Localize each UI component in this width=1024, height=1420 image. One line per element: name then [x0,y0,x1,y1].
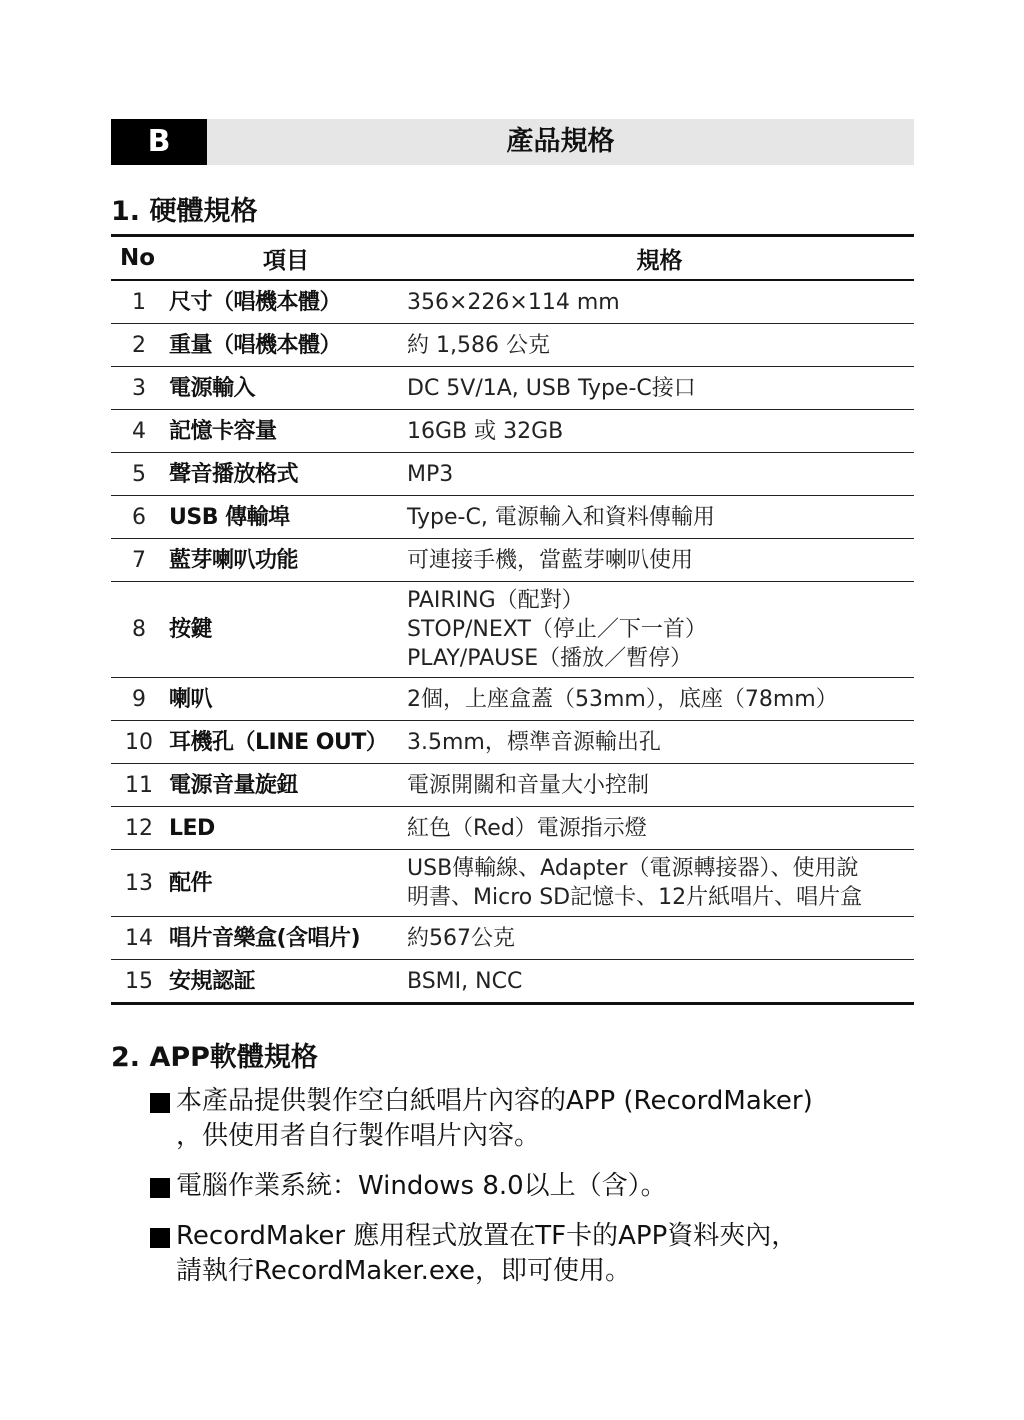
bullet-text-line: 電腦作業系統：Windows 8.0以上（含）。 [176,1171,667,1201]
spec-line: 約 1,586 公克 [407,332,550,358]
row-number: 12 [111,807,167,850]
spec-line: 明書、Micro SD記憶卡、12片紙唱片、唱片盒 [407,885,863,910]
row-item: 尺寸（唱機本體） [169,289,342,315]
row-number: 14 [111,917,167,960]
row-item: 重量（唱機本體） [167,324,405,367]
spec-line: 紅色（Red）電源指示燈 [407,815,647,841]
table-row [111,410,914,453]
spec-line: Type-C, 電源輸入和資料傳輸用 [407,504,715,530]
row-number: 6 [111,496,167,539]
row-spec [405,367,914,410]
row-number: 13 [111,850,167,917]
table-row [111,678,914,721]
table-row [111,721,914,764]
software-heading: 2. APP軟體規格 [111,1042,318,1073]
row-item: 喇叭 [167,678,405,721]
row-spec [405,807,914,850]
section-header [111,119,914,165]
section-letter: B [111,119,207,165]
software-bullet-list [148,1084,918,1304]
row-spec [405,539,914,582]
row-spec [405,324,914,367]
row-number: 9 [111,678,167,721]
row-spec [405,678,914,721]
row-number: 7 [111,539,167,582]
table-row [111,807,914,850]
table-header-row [111,236,914,281]
table-row [111,850,914,917]
row-item: 配件 [167,850,405,917]
row-item: USB 傳輸埠 [167,496,405,539]
header-item: 項目 [167,236,405,281]
table-row [111,280,914,324]
table-row [111,496,914,539]
row-number: 10 [111,721,167,764]
spec-line: 2個，上座盒蓋（53mm），底座（78mm） [407,686,838,712]
square-bullet-icon [150,1178,170,1198]
table-row [111,764,914,807]
hardware-heading: 1. 硬體規格 [111,196,258,227]
spec-line: BSMI, NCC [407,968,523,994]
table-row [111,453,914,496]
row-spec [405,764,914,807]
row-spec [405,960,914,1004]
table-row [111,917,914,960]
list-item [148,1084,918,1154]
row-item: 記憶卡容量 [167,410,405,453]
row-spec [405,850,914,917]
row-item: 聲音播放格式 [167,453,405,496]
spec-line: 356×226×114 mm [407,289,620,315]
spec-line: 3.5mm，標準音源輸出孔 [407,729,661,755]
row-item: 電源音量旋鈕 [167,764,405,807]
bullet-text-line: 本產品提供製作空白紙唱片內容的APP (RecordMaker) [176,1086,813,1116]
spec-line: 16GB 或 32GB [407,418,564,444]
bullet-text-line: 請執行RecordMaker.exe，即可使用。 [176,1256,632,1286]
table-row [111,324,914,367]
row-item: 安規認証 [167,960,405,1004]
spec-line: 可連接手機，當藍芽喇叭使用 [407,547,694,573]
row-item: 耳機孔（LINE OUT） [167,721,405,764]
table-body [111,280,914,1004]
spec-line: MP3 [407,461,454,487]
square-bullet-icon [150,1228,170,1248]
bullet-text-line: ，供使用者自行製作唱片內容。 [176,1121,541,1151]
row-number: 8 [111,582,167,678]
bullet-text-line: RecordMaker 應用程式放置在TF卡的APP資料夾內， [176,1221,798,1251]
row-spec [405,496,914,539]
table-row [111,367,914,410]
row-number: 5 [111,453,167,496]
spec-line: 電源開關和音量大小控制 [407,772,650,798]
row-item: 電源輸入 [167,367,405,410]
list-item [148,1169,918,1204]
spec-line: DC 5V/1A, USB Type-C接口 [407,375,696,401]
hardware-spec-table [111,234,914,1005]
square-bullet-icon [150,1093,170,1113]
row-item: 唱片音樂盒(含唱片) [167,917,405,960]
row-number: 2 [111,324,167,367]
header-spec: 規格 [405,236,914,281]
section-title: 產品規格 [506,126,615,157]
row-spec [405,582,914,678]
row-number: 11 [111,764,167,807]
row-number: 3 [111,367,167,410]
header-no: No [111,236,167,281]
table-row [111,582,914,678]
row-number: 15 [111,960,167,1004]
row-item: LED [167,807,405,850]
spec-line: PLAY/PAUSE（播放／暫停） [407,646,693,671]
table-row [111,539,914,582]
list-item [148,1219,918,1289]
row-spec [405,410,914,453]
row-spec [405,917,914,960]
spec-line: STOP/NEXT（停止／下一首） [407,617,707,642]
row-number: 1 [132,289,146,315]
row-item: 按鍵 [167,582,405,678]
row-spec [405,280,914,324]
row-item: 藍芽喇叭功能 [167,539,405,582]
spec-line: PAIRING（配對） [407,588,584,613]
row-spec [405,453,914,496]
spec-line: USB傳輸線、Adapter（電源轉接器）、使用說 [407,856,859,881]
table-row [111,960,914,1004]
row-number: 4 [111,410,167,453]
spec-line: 約567公克 [407,925,515,951]
row-spec [405,721,914,764]
